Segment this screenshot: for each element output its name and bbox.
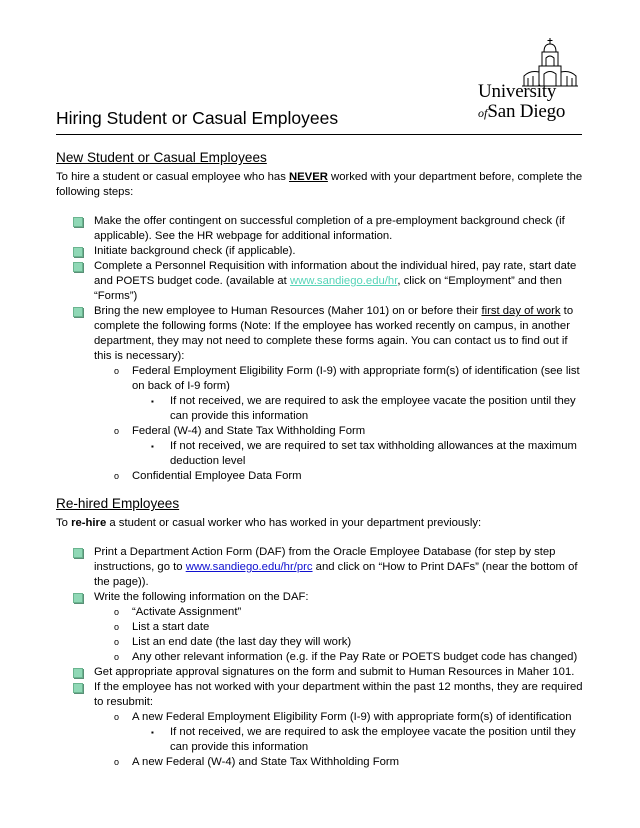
form-text: Federal Employment Eligibility Form (I-9) with appropriate form(s) of identification (see list on back of I-9 form) (132, 365, 580, 392)
list-item (56, 755, 586, 770)
logo-of: of (478, 106, 488, 120)
list-item (56, 635, 586, 650)
square-bullet-icon (73, 683, 83, 693)
list-item (56, 710, 586, 755)
intro-text-end: a student or casual worker who has worked in your department previously: (106, 517, 482, 529)
list-item (56, 394, 586, 424)
list-item (56, 259, 586, 304)
list-item (56, 469, 586, 484)
page-title: Hiring Student or Casual Employees (56, 108, 339, 128)
step-text-underlined: first day of work (481, 305, 561, 317)
daf-text: List a start date (132, 621, 210, 633)
circle-bullet-icon: o (114, 712, 120, 722)
note-text: If not received, we are required to ask the employee vacate the position until they can provide this information (170, 395, 576, 422)
resubmit-text: A new Federal Employment Eligibility Form (I-9) with appropriate form(s) of identification (132, 711, 572, 723)
resubmit-note-list (132, 725, 586, 755)
list-item (56, 364, 586, 424)
circle-bullet-icon: o (114, 622, 120, 632)
daf-text: “Activate Assignment” (132, 606, 242, 618)
rehire-steps (56, 545, 586, 770)
list-item (56, 590, 586, 665)
section-heading-new: New Student or Casual Employees (56, 150, 267, 165)
intro-text-end: worked with your department before, complete the following steps: (56, 171, 583, 198)
square-bullet-icon (73, 307, 83, 317)
daf-text: List an end date (the last day they will work) (132, 636, 352, 648)
form-note-list (132, 439, 586, 469)
logo-wordmark (478, 82, 578, 123)
section-intro-rehire (56, 516, 586, 531)
intro-emphasis: re-hire (71, 517, 107, 529)
circle-bullet-icon: o (114, 637, 120, 647)
circle-bullet-icon: o (114, 366, 120, 376)
circle-bullet-icon: o (114, 757, 120, 767)
note-text: If not received, we are required to set tax withholding allowances at the maximum deduction level (170, 440, 577, 467)
list-item (56, 424, 586, 469)
square-bullet-icon (73, 247, 83, 257)
note-text: If not received, we are required to ask the employee vacate the position until they can provide this information (170, 726, 576, 753)
intro-text: To (56, 517, 72, 529)
required-forms-list (94, 364, 586, 484)
step-text: Complete a Personnel Requisition with information about the individual hired, pay rate, start date and POETS budget code. (available at (94, 260, 577, 287)
step-text: Initiate background check (if applicable). (94, 245, 296, 257)
step-text: Print a Department Action Form (DAF) from the Oracle Employee Database (for step by step instructions, go to (94, 546, 556, 573)
daf-info-list (94, 605, 586, 665)
list-item (56, 244, 586, 259)
resubmit-list (94, 710, 586, 770)
list-item (56, 680, 586, 770)
list-item (56, 304, 586, 484)
list-item (56, 439, 586, 469)
resubmit-text: A new Federal (W-4) and State Tax Withholding Form (132, 756, 400, 768)
title-divider (56, 134, 582, 135)
step-text-end: to complete the following forms (Note: If the employee has worked recently on campus, in another department, they may not need to complete these forms again. You can contact us to find out if this is necessary): (94, 305, 574, 362)
hr-prc-link[interactable]: www.sandiego.edu/hr/prc (185, 561, 313, 573)
intro-emphasis: NEVER (288, 171, 328, 183)
step-text: Bring the new employee to Human Resources (Maher 101) on or before their (94, 305, 482, 317)
square-small-bullet-icon: ▪ (151, 397, 154, 406)
square-bullet-icon (73, 262, 83, 272)
intro-text: To hire a student or casual employee who has (56, 171, 289, 183)
new-employee-steps (56, 214, 586, 484)
square-bullet-icon (73, 548, 83, 558)
step-text: Get appropriate approval signatures on the form and submit to Human Resources in Maher 101. (94, 666, 575, 678)
square-bullet-icon (73, 668, 83, 678)
square-small-bullet-icon: ▪ (151, 728, 154, 737)
hr-website-link[interactable]: www.sandiego.edu/hr (289, 275, 398, 287)
step-text-end: and click on “How to Print DAFs” (near the bottom of the page)). (94, 561, 578, 588)
section-heading-rehire: Re-hired Employees (56, 496, 180, 511)
list-item (56, 650, 586, 665)
section-intro-new (56, 170, 586, 200)
document-body (56, 150, 586, 770)
rehire-section (56, 496, 586, 770)
step-text-end: , click on “Employment” and then “Forms”) (94, 275, 562, 302)
form-text: Federal (W-4) and State Tax Withholding Form (132, 425, 366, 437)
step-text: Write the following information on the DAF: (94, 591, 309, 603)
daf-text: Any other relevant information (e.g. if the Pay Rate or POETS budget code has changed) (132, 651, 578, 663)
list-item (56, 620, 586, 635)
list-item (56, 665, 586, 680)
form-note-list (132, 394, 586, 424)
logo-line-san-diego (478, 102, 578, 123)
square-bullet-icon (73, 593, 83, 603)
step-text: If the employee has not worked with your department within the past 12 months, they are required to resubmit: (94, 681, 583, 708)
logo-line-university: University (478, 81, 557, 102)
list-item (56, 605, 586, 620)
square-small-bullet-icon: ▪ (151, 442, 154, 451)
circle-bullet-icon: o (114, 652, 120, 662)
step-text: Make the offer contingent on successful completion of a pre-employment background check (if applicable). See the HR webpage for additional information. (94, 215, 565, 242)
logo-san-diego: San Diego (487, 101, 566, 122)
list-item (56, 725, 586, 755)
university-logo (478, 38, 578, 126)
circle-bullet-icon: o (114, 607, 120, 617)
form-text: Confidential Employee Data Form (132, 470, 302, 482)
circle-bullet-icon: o (114, 426, 120, 436)
list-item (56, 214, 586, 244)
list-item (56, 545, 586, 590)
square-bullet-icon (73, 217, 83, 227)
circle-bullet-icon: o (114, 471, 120, 481)
